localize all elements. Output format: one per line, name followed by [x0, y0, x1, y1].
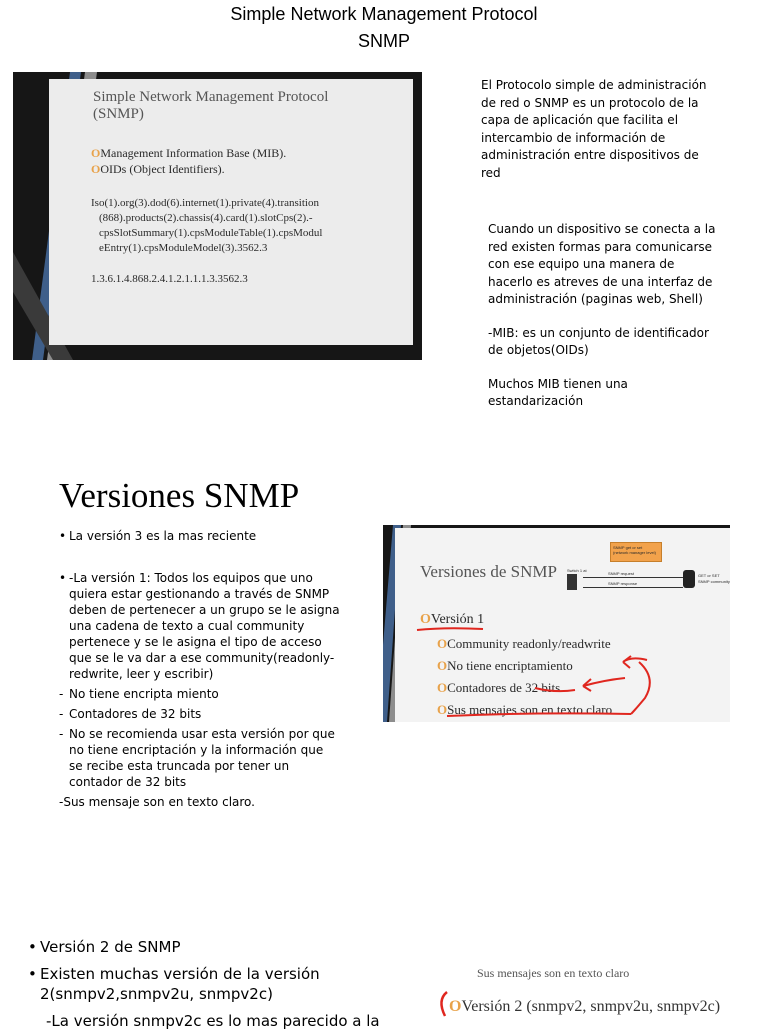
dash-icon: - [59, 707, 64, 721]
slide-oid-line: eEntry(1).cpsModuleModel(3).3562.3 [99, 242, 268, 254]
note-line: de red o SNMP es un protocolo de la [481, 95, 699, 110]
versions-notes [59, 528, 374, 810]
note-snmp-definition [481, 77, 751, 182]
note-line: -MIB: es un conjunto de identificador [488, 325, 709, 340]
partial-line: -La versión snmpv2c es lo mas parecido a la [46, 1012, 380, 1030]
slide-item: Community readonly/readwrite [447, 636, 611, 651]
slide-snmp-overview [13, 72, 422, 360]
note-line: estandarización [488, 394, 584, 408]
diagram-box-label: SNMP get or set [613, 545, 643, 550]
bullet-line: Existen muchas versión de la versión [40, 965, 320, 983]
slide-oid-line: (868).products(2).chassis(4).card(1).slotCps(2).- [99, 212, 313, 224]
slide-bullet-oid: OIDs (Object Identifiers). [100, 162, 225, 176]
circle-bullet-icon: O [437, 636, 448, 651]
slide-item: Contadores de 32 bits [447, 680, 561, 695]
dash-icon: - [59, 727, 64, 741]
slide-version2-label: Versión 2 (snmpv2, snmpv2u, snmpv2c) [461, 998, 721, 1015]
bullet-line: que se le va dar a ese community(readonly- [69, 651, 335, 665]
note-line: intercambio de información de [481, 130, 666, 145]
slide-numeric-oid: 1.3.6.1.4.868.2.4.1.2.1.1.1.3.3562.3 [91, 273, 248, 285]
circle-bullet-icon: O [437, 702, 448, 717]
diagram-request-label: SNMP request [608, 571, 634, 576]
bullet-text: Versión 2 de SNMP [40, 938, 181, 956]
page-subtitle: SNMP [357, 31, 410, 51]
note-line: red [481, 165, 501, 180]
slide-content-area [395, 528, 730, 722]
note-line: Cuando un dispositivo se conecta a la [488, 222, 716, 236]
slide-versiones-snmp [383, 525, 730, 722]
dash-line: no tiene encriptación y la información que [69, 743, 324, 757]
slide-oid-line: Iso(1).org(3).dod(6).internet(1).private(4).transition [91, 197, 319, 209]
bullet-line: 2(snmpv2,snmpv2u, snmpv2c) [40, 985, 273, 1003]
slide-title-line2: (SNMP) [93, 106, 144, 122]
diagram-response-label: SNMP response [608, 581, 638, 586]
section-version2 [28, 937, 408, 1031]
note-device-connection [488, 221, 758, 411]
dash-text: Contadores de 32 bits [69, 707, 202, 721]
page-title: Simple Network Management Protocol [230, 4, 538, 24]
bullet-dot-icon: • [59, 571, 67, 585]
slide-title: Versiones de SNMP [420, 562, 557, 581]
slide-content-area [49, 79, 413, 345]
diagram-right-label2: SNMP community [698, 579, 730, 584]
diagram-right-label: GET or SET [698, 573, 720, 578]
note-line: administración (paginas web, Shell) [488, 292, 703, 306]
diagram-box-sublabel: (network manager level) [613, 550, 656, 555]
circle-bullet-icon: O [91, 162, 101, 176]
note-line: hacerlo es atreves de una interfaz de [488, 274, 713, 289]
slide-version2-partial [427, 962, 727, 1024]
bullet-line: una cadena de texto a cual community [69, 619, 305, 633]
dash-text: No tiene encripta miento [69, 687, 219, 701]
dash-line: se recibe esta truncada por tener un [69, 759, 290, 773]
circle-bullet-icon: O [91, 146, 101, 160]
bullet-line: deben de pertenecer a un grupo se le asigna [69, 603, 340, 617]
diagram-switch-label: Switch 1 at [567, 568, 587, 573]
note-line: red existen formas para comunicarse [488, 239, 713, 254]
dash-line: contador de 32 bits [69, 775, 187, 789]
bullet-line: redwrite, leer y escribir) [69, 667, 214, 681]
bullet-line: quiera estar gestionando a través de SNMP [69, 587, 330, 601]
closing-text: -Sus mensaje son en texto claro. [59, 795, 255, 809]
dash-line: No se recomienda usar esta versión por que [69, 727, 335, 741]
note-line: administración entre dispositivos de [481, 148, 699, 162]
red-annotation-marks [435, 990, 449, 1020]
red-annotation-marks [395, 528, 730, 722]
note-line: Muchos MIB tienen una [488, 376, 628, 391]
note-line: capa de aplicación que facilita el [481, 113, 679, 127]
dash-icon: - [59, 687, 64, 701]
slide-bullet-mib: Management Information Base (MIB). [100, 146, 287, 160]
circle-bullet-icon: O [437, 680, 448, 695]
bullet-text: La versión 3 es la mas reciente [69, 529, 257, 543]
slide-item: Sus mensajes son en texto claro [447, 702, 613, 717]
slide-version-label: Versión 1 [430, 612, 485, 627]
bullet-line: pertenece y se le asigna el tipo de acceso [69, 635, 322, 649]
slide-oid-line: cpsSlotSummary(1).cpsModuleTable(1).cpsModul [99, 227, 323, 239]
bullet-dot-icon: • [59, 529, 67, 543]
bullet-dot-icon: • [28, 938, 37, 956]
bullet-line: -La versión 1: Todos los equipos que uno [69, 571, 313, 585]
slide-item: No tiene encriptamiento [447, 658, 573, 673]
circle-bullet-icon: O [449, 998, 462, 1015]
circle-bullet-icon: O [420, 612, 431, 627]
section-heading: Versiones SNMP [59, 476, 300, 515]
slide-title-line1: Simple Network Management Protocol [93, 89, 329, 105]
note-line: de objetos(OIDs) [488, 343, 589, 357]
note-line: El Protocolo simple de administración [481, 78, 707, 92]
slide-cut-line: Sus mensajes son en texto claro [477, 966, 630, 980]
circle-bullet-icon: O [437, 658, 448, 673]
note-line: con ese equipo una manera de [488, 257, 675, 271]
bullet-dot-icon: • [28, 965, 37, 983]
